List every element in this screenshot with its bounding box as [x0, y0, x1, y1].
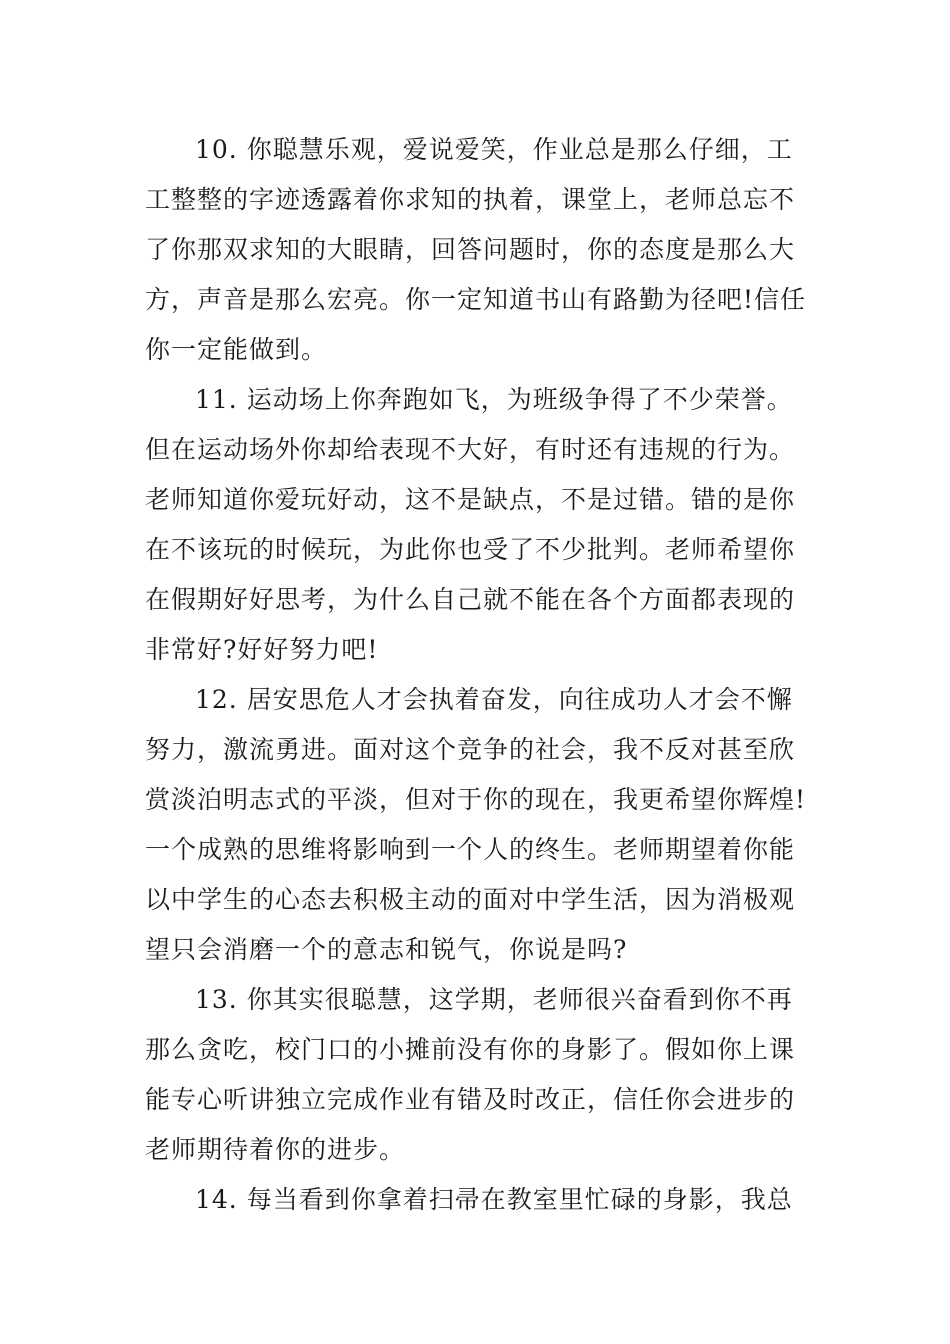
paragraph-11-line-5: 在假期好好思考，为什么自己就不能在各个方面都表现的 [145, 585, 796, 614]
paragraph-12-line-5: 以中学生的心态去积极主动的面对中学生活，因为消极观 [145, 885, 796, 914]
paragraph-10-line-3: 了你那双求知的大眼睛，回答问题时，你的态度是那么大 [145, 235, 796, 264]
paragraph-11-line-4: 在不该玩的时候玩，为此你也受了不少批判。老师希望你 [145, 535, 796, 564]
paragraph-11-line-6: 非常好?好好努力吧! [145, 635, 379, 664]
paragraph-12-line-3: 赏淡泊明志式的平淡，但对于你的现在，我更希望你辉煌! [145, 785, 807, 814]
paragraph-10-line-1: 10. 你聪慧乐观，爱说爱笑，作业总是那么仔细，工 [195, 135, 793, 164]
paragraph-11-line-2: 但在运动场外你却给表现不大好，有时还有违规的行为。 [145, 435, 796, 464]
paragraph-12-line-4: 一个成熟的思维将影响到一个人的终生。老师期望着你能 [145, 835, 796, 864]
paragraph-12-line-1: 12. 居安思危人才会执着奋发，向往成功人才会不懈 [195, 685, 793, 714]
paragraph-11-line-3: 老师知道你爱玩好动，这不是缺点，不是过错。错的是你 [145, 485, 796, 514]
paragraph-13-line-3: 能专心听讲独立完成作业有错及时改正，信任你会进步的 [145, 1085, 796, 1114]
paragraph-13-line-2: 那么贪吃，校门口的小摊前没有你的身影了。假如你上课 [145, 1035, 796, 1064]
paragraph-12-line-2: 努力，激流勇进。面对这个竞争的社会，我不反对甚至欣 [145, 735, 796, 764]
paragraph-12-line-6: 望只会消磨一个的意志和锐气，你说是吗? [145, 935, 628, 964]
paragraph-10-line-4: 方，声音是那么宏亮。你一定知道书山有路勤为径吧!信任 [145, 285, 807, 314]
paragraph-10-line-2: 工整整的字迹透露着你求知的执着，课堂上，老师总忘不 [145, 185, 796, 214]
paragraph-14-line-1: 14. 每当看到你拿着扫帚在教室里忙碌的身影，我总 [195, 1185, 793, 1214]
paragraph-13-line-4: 老师期待着你的进步。 [145, 1135, 406, 1164]
paragraph-10-line-5: 你一定能做到。 [145, 335, 328, 364]
paragraph-11-line-1: 11. 运动场上你奔跑如飞，为班级争得了不少荣誉。 [195, 385, 793, 414]
paragraph-13-line-1: 13. 你其实很聪慧，这学期，老师很兴奋看到你不再 [195, 985, 793, 1014]
